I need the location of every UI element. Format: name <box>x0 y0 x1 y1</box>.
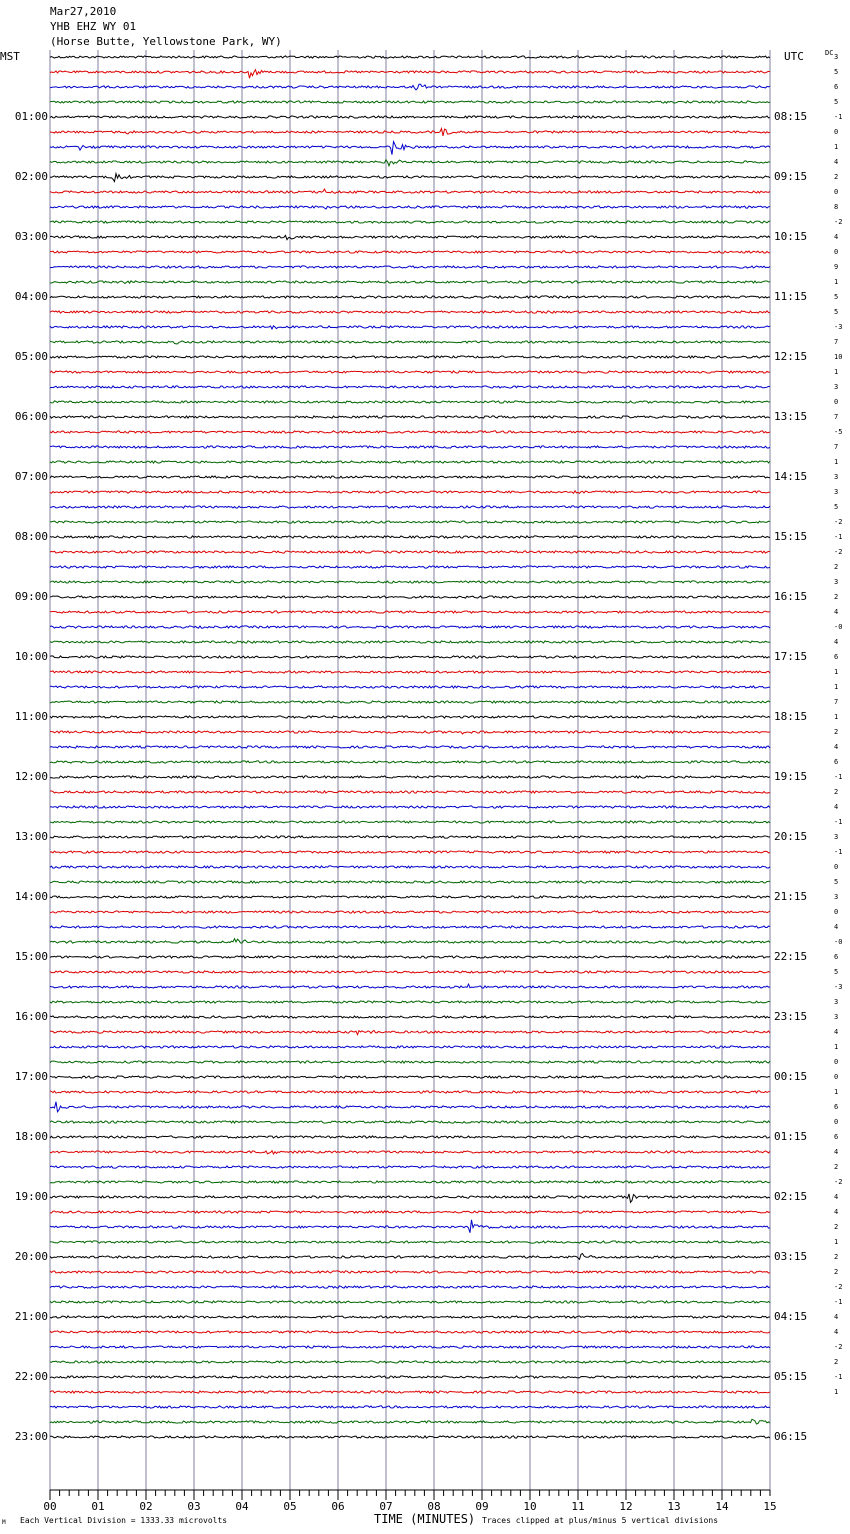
trace-line <box>50 866 770 868</box>
dc-offset-value: 2 <box>834 788 839 796</box>
trace-line <box>50 189 770 193</box>
utc-hour-label: 19:15 <box>774 770 808 783</box>
mst-axis-title: MST <box>0 50 20 63</box>
utc-hour-label: 16:15 <box>774 590 808 603</box>
trace-line <box>50 281 770 284</box>
dc-offset-value: -1 <box>834 533 843 541</box>
utc-hour-label: 11:15 <box>774 290 808 303</box>
trace-line <box>50 641 770 643</box>
dc-offset-value: 5 <box>834 878 839 886</box>
trace-line <box>50 536 770 538</box>
dc-offset-value: 4 <box>834 1313 839 1321</box>
trace-line <box>50 939 770 943</box>
trace-line <box>50 1241 770 1243</box>
trace-line <box>50 851 770 853</box>
dc-offset-value: 2 <box>834 1268 839 1276</box>
dc-offset-value: -1 <box>834 848 843 856</box>
header-date: Mar27,2010 <box>50 5 117 18</box>
dc-offset-value: 3 <box>834 578 839 586</box>
dc-offset-value: 3 <box>834 53 839 61</box>
dc-offset-value: 10 <box>834 353 843 361</box>
trace-line <box>50 1286 770 1288</box>
utc-hour-label: 21:15 <box>774 890 808 903</box>
trace-line <box>50 129 770 136</box>
utc-hour-label: 03:15 <box>774 1250 808 1263</box>
mst-hour-label: 07:00 <box>14 470 48 483</box>
trace-line <box>50 1301 770 1303</box>
trace-line <box>50 656 770 658</box>
utc-axis-title: UTC <box>784 50 804 63</box>
dc-offset-value: 4 <box>834 1028 839 1036</box>
mst-hour-label: 23:00 <box>14 1430 48 1443</box>
mst-hour-label: 05:00 <box>14 350 48 363</box>
trace-line <box>50 1046 770 1048</box>
dc-offset-value: 3 <box>834 1013 839 1021</box>
trace-line <box>50 160 770 166</box>
trace-line <box>50 221 770 223</box>
dc-offset-value: -3 <box>834 983 843 991</box>
dc-offset-value: 2 <box>834 1253 839 1261</box>
utc-hour-label: 20:15 <box>774 830 808 843</box>
dc-offset-value: 6 <box>834 653 839 661</box>
trace-line <box>50 491 770 494</box>
dc-offset-value: 4 <box>834 1208 839 1216</box>
dc-offset-value: 5 <box>834 98 839 106</box>
trace-line <box>50 446 770 448</box>
dc-offset-value: 7 <box>834 443 839 451</box>
trace-line <box>50 1346 770 1348</box>
mst-hour-label: 01:00 <box>14 110 48 123</box>
mst-hour-label: 18:00 <box>14 1130 48 1143</box>
trace-line <box>50 821 770 823</box>
dc-offset-value: 4 <box>834 803 839 811</box>
corner-mark: M <box>2 1519 6 1526</box>
dc-offset-value: 4 <box>834 743 839 751</box>
trace-line <box>50 416 770 418</box>
dc-offset-value: 9 <box>834 263 839 271</box>
trace-line <box>50 174 770 182</box>
trace-line <box>50 761 770 763</box>
x-tick-label: 14 <box>715 1500 729 1513</box>
utc-hour-label: 22:15 <box>774 950 808 963</box>
dc-offset-value: -2 <box>834 518 843 526</box>
dc-offset-value: -3 <box>834 323 843 331</box>
trace-line <box>50 1121 770 1123</box>
dc-offset-value: 2 <box>834 563 839 571</box>
trace-line <box>50 341 770 344</box>
dc-offset-value: 4 <box>834 608 839 616</box>
dc-offset-value: 2 <box>834 1358 839 1366</box>
utc-hour-label: 17:15 <box>774 650 808 663</box>
clip-note: Traces clipped at plus/minus 5 vertical divisions <box>482 1516 719 1525</box>
trace-line <box>50 1316 770 1318</box>
dc-offset-value: -2 <box>834 1283 843 1291</box>
trace-line <box>50 311 770 313</box>
dc-offset-value: 5 <box>834 308 839 316</box>
dc-offset-value: 3 <box>834 998 839 1006</box>
trace-line <box>50 1254 770 1260</box>
x-tick-label: 04 <box>235 1500 249 1513</box>
dc-offset-value: 1 <box>834 1043 839 1051</box>
header-location: (Horse Butte, Yellowstone Park, WY) <box>50 35 282 48</box>
dc-offset-value: -5 <box>834 428 843 436</box>
trace-line <box>50 1001 770 1003</box>
dc-offset-value: 4 <box>834 1148 839 1156</box>
trace-line <box>50 1166 770 1168</box>
utc-hour-label: 08:15 <box>774 110 808 123</box>
trace-line <box>50 431 770 433</box>
mst-hour-label: 10:00 <box>14 650 48 663</box>
mst-hour-label: 09:00 <box>14 590 48 603</box>
dc-offset-value: 4 <box>834 923 839 931</box>
dc-offset-value: 2 <box>834 173 839 181</box>
dc-offset-value: 4 <box>834 158 839 166</box>
dc-offset-value: 0 <box>834 398 839 406</box>
dc-offset-value: 3 <box>834 473 839 481</box>
x-tick-label: 00 <box>43 1500 57 1513</box>
dc-offset-value: 1 <box>834 368 839 376</box>
trace-line <box>50 251 770 253</box>
dc-offset-value: 0 <box>834 908 839 916</box>
trace-line <box>50 791 770 793</box>
utc-hour-label: 06:15 <box>774 1430 808 1443</box>
trace-line <box>50 206 770 209</box>
dc-offset-value: 1 <box>834 1088 839 1096</box>
trace-line <box>50 911 770 913</box>
trace-line <box>50 56 770 58</box>
mst-hour-label: 22:00 <box>14 1370 48 1383</box>
dc-offset-value: 0 <box>834 1073 839 1081</box>
dc-offset-value: 1 <box>834 458 839 466</box>
mst-hour-label: 12:00 <box>14 770 48 783</box>
trace-line <box>50 1151 770 1154</box>
mst-hour-label: 14:00 <box>14 890 48 903</box>
x-tick-label: 15 <box>763 1500 777 1513</box>
trace-line <box>50 461 770 463</box>
trace-line <box>50 806 770 808</box>
mst-hour-label: 02:00 <box>14 170 48 183</box>
x-axis-title: TIME (MINUTES) <box>374 1512 476 1526</box>
x-tick-label: 09 <box>475 1500 489 1513</box>
dc-offset-value: 6 <box>834 758 839 766</box>
dc-offset-value: 3 <box>834 383 839 391</box>
dc-offset-value: -1 <box>834 1373 843 1381</box>
dc-offset-value: 4 <box>834 1328 839 1336</box>
dc-offset-value: -2 <box>834 218 843 226</box>
dc-offset-value: -0 <box>834 623 843 631</box>
mst-hour-label: 19:00 <box>14 1190 48 1203</box>
dc-offset-value: 6 <box>834 83 839 91</box>
trace-line <box>50 1436 770 1438</box>
trace-line <box>50 1211 770 1213</box>
dc-offset-value: 1 <box>834 713 839 721</box>
trace-line <box>50 1016 770 1018</box>
mst-hour-label: 04:00 <box>14 290 48 303</box>
trace-line <box>50 776 770 778</box>
trace-line <box>50 926 770 928</box>
trace-line <box>50 626 770 628</box>
dc-offset-value: 0 <box>834 1118 839 1126</box>
header-station: YHB EHZ WY 01 <box>50 20 137 33</box>
dc-offset-value: 5 <box>834 293 839 301</box>
trace-line <box>50 1419 770 1424</box>
x-tick-label: 08 <box>427 1500 441 1513</box>
trace-line <box>50 971 770 973</box>
dc-offset-value: 0 <box>834 1058 839 1066</box>
utc-hour-label: 13:15 <box>774 410 808 423</box>
utc-hour-label: 01:15 <box>774 1130 808 1143</box>
trace-line <box>50 1061 770 1063</box>
mst-hour-label: 20:00 <box>14 1250 48 1263</box>
trace-line <box>50 142 770 155</box>
dc-offset-value: 6 <box>834 1133 839 1141</box>
x-tick-label: 02 <box>139 1500 153 1513</box>
dc-offset-value: -1 <box>834 773 843 781</box>
trace-line <box>50 70 770 79</box>
trace-line <box>50 896 770 898</box>
mst-hour-label: 15:00 <box>14 950 48 963</box>
dc-offset-value: 7 <box>834 413 839 421</box>
utc-hour-label: 14:15 <box>774 470 808 483</box>
dc-offset-value: 1 <box>834 278 839 286</box>
utc-hour-label: 00:15 <box>774 1070 808 1083</box>
x-tick-label: 12 <box>619 1500 633 1513</box>
mst-hour-label: 08:00 <box>14 530 48 543</box>
trace-line <box>50 671 770 673</box>
mst-hour-label: 06:00 <box>14 410 48 423</box>
dc-offset-value: 6 <box>834 1103 839 1111</box>
mst-hour-label: 17:00 <box>14 1070 48 1083</box>
dc-offset-value: -0 <box>834 938 843 946</box>
dc-offset-value: 7 <box>834 338 839 346</box>
dc-offset-value: 5 <box>834 968 839 976</box>
vertical-division-note: Each Vertical Division = 1333.33 microvolts <box>20 1516 228 1525</box>
trace-line <box>50 1331 770 1333</box>
x-tick-label: 10 <box>523 1500 537 1513</box>
dc-offset-value: 3 <box>834 488 839 496</box>
trace-line <box>50 506 770 508</box>
mst-hour-label: 03:00 <box>14 230 48 243</box>
dc-offset-value: 2 <box>834 1223 839 1231</box>
dc-offset-value: 0 <box>834 863 839 871</box>
dc-offset-value: -1 <box>834 818 843 826</box>
utc-hour-label: 04:15 <box>774 1310 808 1323</box>
dc-offset-value: 4 <box>834 1193 839 1201</box>
dc-offset-value: 1 <box>834 668 839 676</box>
trace-line <box>50 716 770 718</box>
trace-line <box>50 881 770 883</box>
dc-axis-title: DC <box>825 49 834 57</box>
trace-line <box>50 1136 770 1138</box>
dc-offset-value: 7 <box>834 698 839 706</box>
trace-line <box>50 1391 770 1393</box>
x-tick-label: 01 <box>91 1500 105 1513</box>
utc-hour-label: 18:15 <box>774 710 808 723</box>
trace-line <box>50 356 770 358</box>
trace-line <box>50 1376 770 1378</box>
trace-line <box>50 701 770 703</box>
dc-offset-value: -2 <box>834 1178 843 1186</box>
trace-line <box>50 371 770 373</box>
trace-line <box>50 596 770 598</box>
trace-line <box>50 1406 770 1408</box>
trace-line <box>50 476 770 478</box>
trace-line <box>50 551 770 553</box>
trace-line <box>50 84 770 90</box>
trace-line <box>50 731 770 734</box>
utc-hour-label: 05:15 <box>774 1370 808 1383</box>
dc-offset-value: 1 <box>834 1388 839 1396</box>
dc-offset-value: 1 <box>834 1238 839 1246</box>
trace-line <box>50 1076 770 1078</box>
trace-line <box>50 235 770 239</box>
trace-line <box>50 386 770 388</box>
dc-offset-value: 2 <box>834 728 839 736</box>
dc-offset-value: 0 <box>834 188 839 196</box>
dc-offset-value: 4 <box>834 638 839 646</box>
trace-line <box>50 1361 770 1363</box>
trace-line <box>50 1181 770 1183</box>
dc-offset-value: -1 <box>834 1298 843 1306</box>
dc-offset-value: 2 <box>834 1163 839 1171</box>
trace-line <box>50 296 770 298</box>
trace-line <box>50 686 770 688</box>
trace-line <box>50 566 770 568</box>
trace-line <box>50 101 770 103</box>
utc-hour-label: 15:15 <box>774 530 808 543</box>
dc-offset-value: 8 <box>834 203 839 211</box>
trace-line <box>50 746 770 748</box>
x-tick-label: 07 <box>379 1500 393 1513</box>
trace-line <box>50 1030 770 1034</box>
trace-line <box>50 956 770 958</box>
mst-hour-label: 13:00 <box>14 830 48 843</box>
dc-offset-value: 3 <box>834 833 839 841</box>
x-tick-label: 06 <box>331 1500 345 1513</box>
dc-offset-value: 0 <box>834 248 839 256</box>
trace-line <box>50 1194 770 1202</box>
trace-line <box>50 521 770 523</box>
trace-line <box>50 836 770 838</box>
dc-offset-value: 1 <box>834 683 839 691</box>
utc-hour-label: 09:15 <box>774 170 808 183</box>
mst-hour-label: 21:00 <box>14 1310 48 1323</box>
dc-offset-value: 2 <box>834 593 839 601</box>
trace-line <box>50 116 770 118</box>
dc-offset-value: -1 <box>834 113 843 121</box>
x-tick-label: 13 <box>667 1500 681 1513</box>
trace-line <box>50 984 770 988</box>
utc-hour-label: 23:15 <box>774 1010 808 1023</box>
dc-offset-value: -2 <box>834 1343 843 1351</box>
dc-offset-value: -2 <box>834 548 843 556</box>
trace-line <box>50 1091 770 1093</box>
mst-hour-label: 16:00 <box>14 1010 48 1023</box>
x-tick-label: 11 <box>571 1500 585 1513</box>
dc-offset-value: 4 <box>834 233 839 241</box>
utc-hour-label: 02:15 <box>774 1190 808 1203</box>
dc-offset-value: 5 <box>834 503 839 511</box>
trace-line <box>50 581 770 583</box>
trace-line <box>50 401 770 403</box>
utc-hour-label: 12:15 <box>774 350 808 363</box>
trace-line <box>50 266 770 268</box>
trace-line <box>50 1220 770 1233</box>
dc-offset-value: 3 <box>834 893 839 901</box>
trace-line <box>50 1271 770 1273</box>
x-tick-label: 03 <box>187 1500 201 1513</box>
dc-offset-value: 5 <box>834 68 839 76</box>
trace-line <box>50 611 770 613</box>
dc-offset-value: 0 <box>834 128 839 136</box>
mst-hour-label: 11:00 <box>14 710 48 723</box>
x-tick-label: 05 <box>283 1500 297 1513</box>
trace-line <box>50 1102 770 1112</box>
dc-offset-value: 6 <box>834 953 839 961</box>
utc-hour-label: 10:15 <box>774 230 808 243</box>
trace-line <box>50 326 770 329</box>
dc-offset-value: 1 <box>834 143 839 151</box>
